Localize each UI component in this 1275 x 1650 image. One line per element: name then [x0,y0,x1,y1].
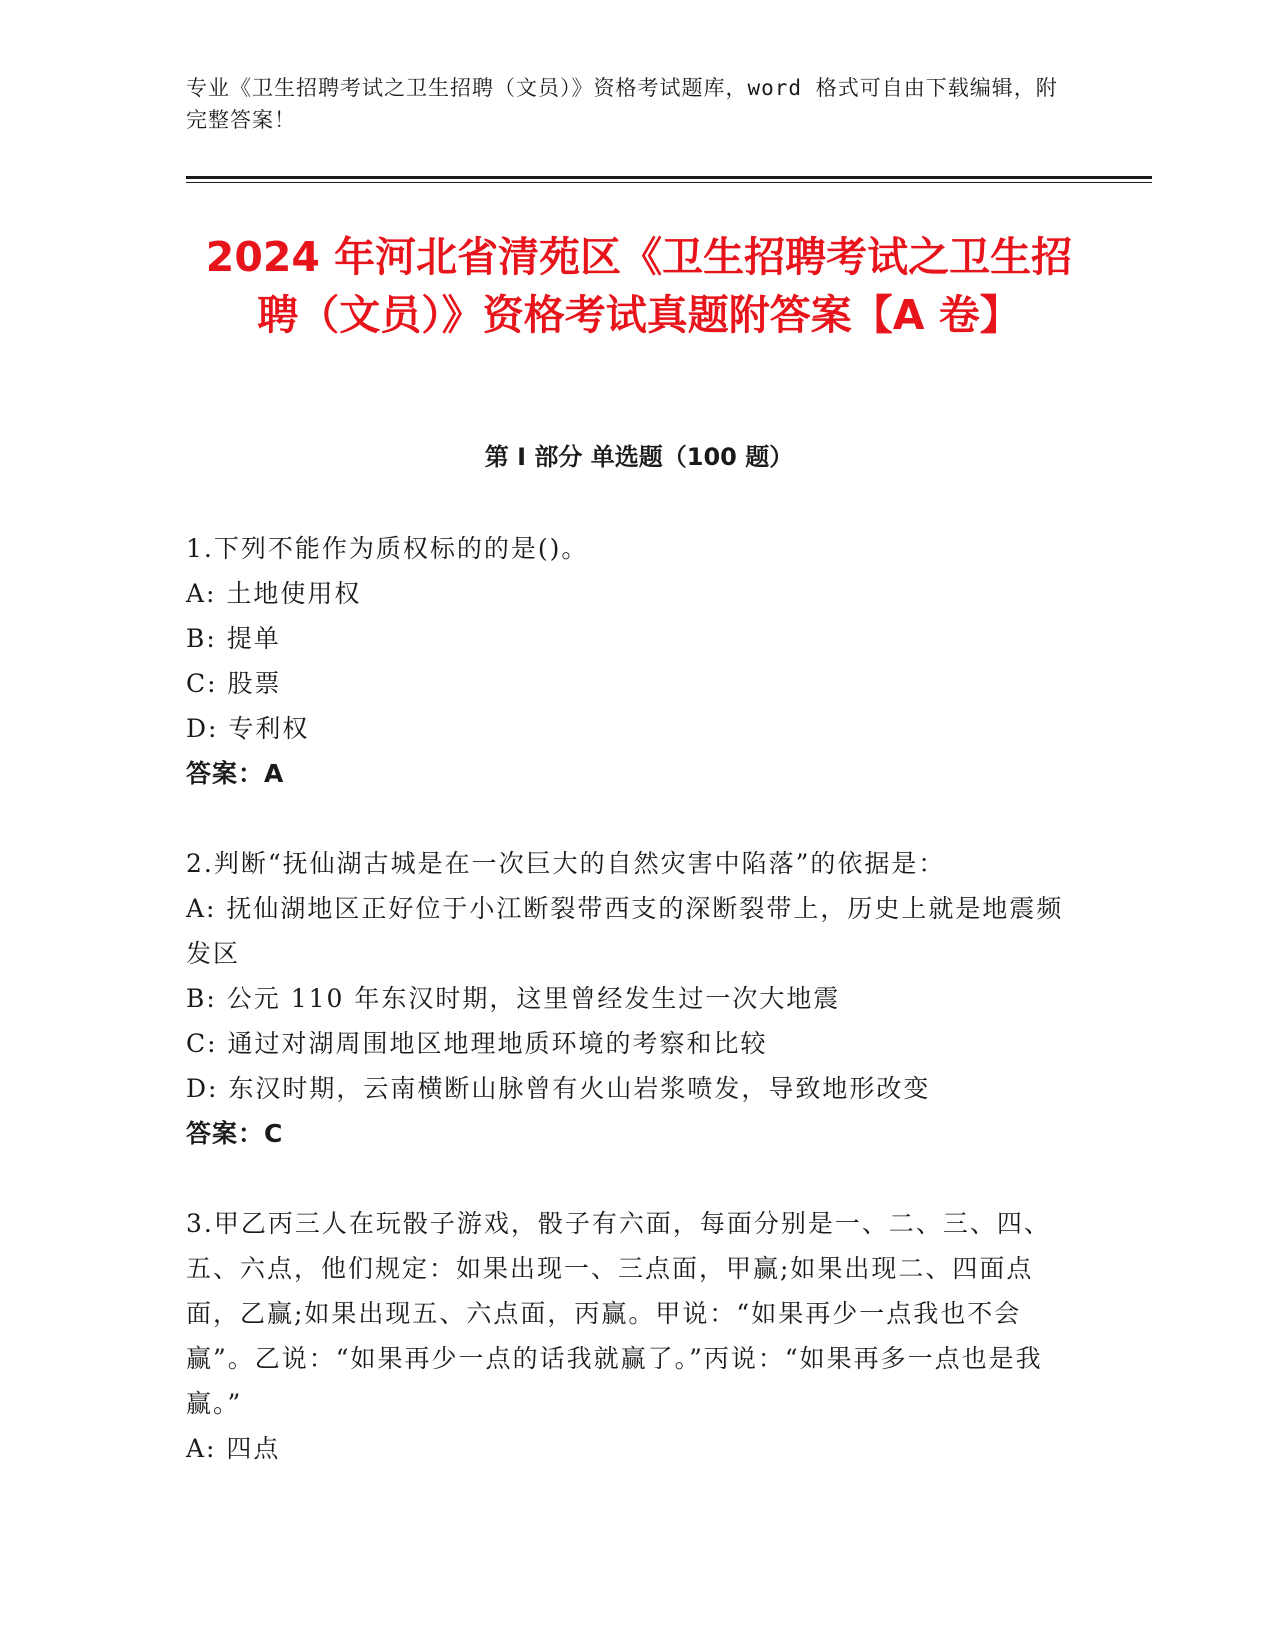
option-d: D: 东汉时期，云南横断山脉曾有火山岩浆喷发，导致地形改变 [186,1074,931,1103]
document-title: 2024 年河北省清苑区《卫生招聘考试之卫生招聘（文员）》资格考试真题附答案【A 卷】 [205,233,1073,339]
answer: 答案：A [186,759,285,788]
option-b: B: 公元 110 年东汉时期，这里曾经发生过一次大地震 [186,984,841,1013]
question-item [186,526,1066,796]
question-text: 2.判断“抚仙湖古城是在一次巨大的自然灾害中陷落”的依据是： [186,849,946,878]
section-title: 第 I 部分 单选题（100 题） [484,443,794,471]
question-item [186,841,1066,1156]
option-b: B: 提单 [186,624,281,653]
option-a: A: 抚仙湖地区正好位于小江断裂带西支的深断裂带上，历史上就是地震频发区 [186,894,1064,968]
question-list [186,526,1066,1516]
option-a: A: 土地使用权 [186,579,362,608]
option-a: A: 四点 [186,1434,281,1463]
question-item [186,1201,1066,1471]
option-c: C: 股票 [186,669,282,698]
question-text: 3.甲乙丙三人在玩骰子游戏，骰子有六面，每面分别是一、二、三、四、五、六点，他们规定：如果出现一、三点面，甲赢;如果出现二、四面点面，乙赢;如果出现五、六点面，丙赢。甲说：“如果再少一点我也不会赢”。乙说：“如果再少一点的话我就赢了。”丙说：“如果再多一点也是我赢。” [186,1209,1051,1418]
header-divider-thick [186,176,1152,179]
header-divider-thin [186,182,1152,183]
answer: 答案：C [186,1119,284,1148]
option-d: D: 专利权 [186,714,310,743]
option-c: C: 通过对湖周围地区地理地质环境的考察和比较 [186,1029,768,1058]
header-note: 专业《卫生招聘考试之卫生招聘（文员）》资格考试题库，word 格式可自由下载编辑，附完整答案！ [186,76,1058,132]
question-text: 1.下列不能作为质权标的的是()。 [186,534,589,563]
